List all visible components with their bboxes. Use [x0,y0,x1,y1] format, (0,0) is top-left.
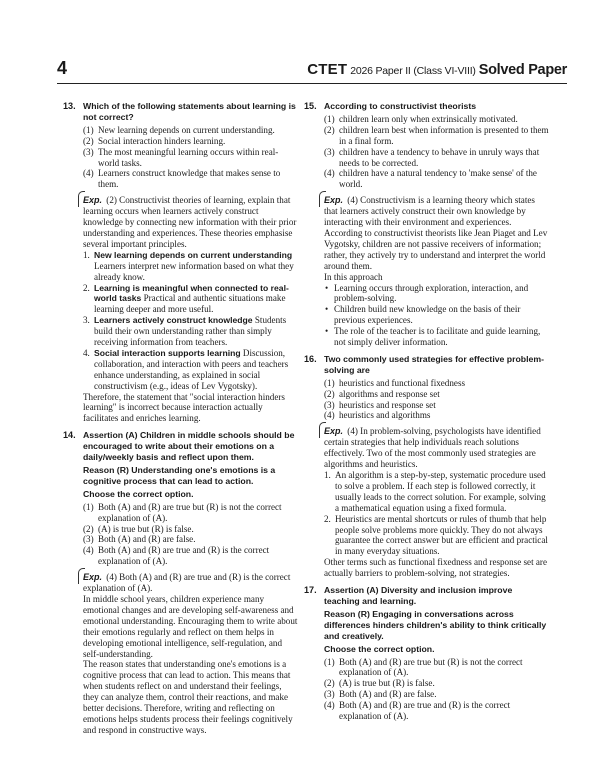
left-column [63,101,299,736]
list-item [324,514,549,558]
running-title-subtitle: 2026 Paper II (Class VI-VIII) [350,65,476,77]
item-text: Students build their own understanding rather than simply receiving information from teachers. [94,315,287,348]
options-list [324,114,549,190]
item-number: 4. [83,347,90,358]
option [324,678,549,689]
option [324,147,549,169]
option [324,657,549,679]
item-text: An algorithm is a step-by-step, systematic procedure used to solve a problem. If each step is followed correctly, it usually leads to the correct solution. For example, solving a mathematical equation using a fixed formula. [335,470,546,513]
option [83,125,299,136]
item-text: Discussion, collaboration, and interaction with peers and teachers enhance understanding, as explained in social constructivism (e.g., ideas of Lev Vygotsky). [94,347,289,391]
option-number: (4) [324,700,335,711]
item-heading: Learning is meaningful when connected to real-world tasks [94,282,289,304]
explanation-paragraph: In middle school years, children experience many emotional changes and are developing self-awareness and emotional understanding. Encouraging them to write about their emotions regularly and reflect on them helps in developing emotional intelligence, self-regulation, and self-understanding. [83,593,298,659]
option-number: (2) [83,523,94,534]
running-title [307,61,567,79]
option-number: (1) [324,656,335,667]
question-13 [63,101,299,190]
question-text: Which of the following statements about learning is not correct? [83,101,296,122]
option-text: Both (A) and (R) are true and (R) is the correct explanation of (A). [98,545,270,567]
item-heading: Learners actively construct knowledge [94,315,253,326]
option-number: (1) [324,377,335,388]
question-16 [304,354,549,421]
list-item [83,283,299,316]
item-text: Heuristics are mental shortcuts or rules of thumb that help people solve problems more quickly. They do not always guarantee the correct answer but are efficient and practical in many everyday situations. [335,513,548,557]
option-number: (4) [83,545,94,556]
option [324,389,549,400]
option-text: children have a tendency to behave in unruly ways that needs to be corrected. [339,146,540,168]
list-item [324,470,549,514]
option-number: (2) [83,135,94,146]
option-text: Both (A) and (R) are true and (R) is the correct explanation of (A). [339,700,511,722]
option-number: (1) [83,501,94,512]
option-number: (2) [324,678,335,689]
option [83,502,299,524]
question-14 [63,430,299,567]
explanation-intro: (4) Constructivism is a learning theory which states that learners actively construct their own knowledge by interacting with their environment and experiences. According to constructivist theorists like Jean Piaget and Lev Vygotsky, children are not passive receivers of information; rather, they actively try to understand and interpret the world around them. [324,195,548,271]
explanation-subheading: In this approach [324,271,383,282]
option-number: (1) [83,124,94,135]
explanation-label: Exp. [83,572,103,583]
option [83,136,299,147]
option-number: (3) [83,146,94,157]
option-number: (2) [324,388,335,399]
option-number: (2) [324,124,335,135]
option-number: (3) [83,534,94,545]
explanation-conclusion: Therefore, the statement that "social interaction hinders learning" is incorrect because interaction actually facilitates and enriches learning. [83,391,285,424]
explanation-paragraph [324,426,549,470]
option-number: (4) [83,168,94,179]
option [83,524,299,535]
options-list [83,502,299,567]
option [83,545,299,567]
choose-instruction: Choose the correct option. [324,643,435,654]
explanation-intro: (4) In problem-solving, psychologists have identified certain strategies that help individuals reach solutions effectively. Two of the most commonly used strategies are algorithms and heuristics. [324,426,541,470]
explanation-paragraph [83,195,299,250]
item-heading: Social interaction supports learning [94,347,241,358]
option [83,147,299,169]
list-item [83,348,299,392]
explanation-14 [63,572,299,736]
page-header [57,58,567,84]
running-title-tail: Solved Paper [478,62,567,78]
strategies-list [324,470,549,557]
item-number: 1. [83,249,90,260]
option-text: (A) is true but (R) is false. [98,523,194,534]
item-number: 1. [324,470,331,480]
item-text: Learners interpret new information based on what they already know. [94,260,294,282]
option [324,378,549,389]
option-text: Both (A) and (R) are true but (R) is not the correct explanation of (A). [98,501,282,523]
item-number: 3. [83,315,90,326]
option-number: (3) [324,399,335,410]
running-title-brand: CTET [307,61,348,78]
item-text: Practical and authentic situations make learning deeper and more useful. [94,293,286,315]
explanation-15 [304,195,549,348]
reason-text: Reason (R) Understanding one's emotions is a cognitive process that can lead to action. [83,465,276,486]
explanation-paragraph [83,572,299,594]
question-number: 16. [304,353,317,364]
option-text: Social interaction hinders learning. [98,135,226,146]
option-text: Both (A) and (R) are false. [98,534,196,545]
explanation-intro: (2) Constructivist theories of learning, explain that learning occurs when learners actively construct knowledge by connecting new information with their prior understanding and experiences. These theories emphasise several important principles. [83,195,297,249]
option-number: (3) [324,689,335,700]
question-number: 13. [63,101,76,111]
options-list [324,378,549,422]
question-text: Two commonly used strategies for effective problem-solving are [324,353,544,375]
option-text: The most meaningful learning occurs within real-world tasks. [98,146,279,168]
list-item [83,250,299,283]
right-column [304,101,549,722]
option [324,410,549,421]
explanation-paragraph [324,195,549,271]
question-15 [304,101,549,190]
bullet-item: • Learning occurs through exploration, interaction, and problem-solving. [324,283,549,305]
option-text: heuristics and functional fixedness [339,377,466,388]
bullet-list [324,283,549,348]
explanation-16 [304,426,549,579]
option [324,114,549,125]
explanation-paragraph: The reason states that understanding one's emotions is a cognitive process that can lead to action. This means that when students reflect on and understand their feelings, they can analyze them, control their reactions, and make better decisions. Therefore, writing and reflecting on emotions helps students process their feelings cognitively and respond in constructive ways. [83,659,293,735]
explanation-label: Exp. [324,426,344,437]
option-number: (3) [324,146,335,157]
explanation-label: Exp. [83,195,103,206]
option-text: children learn best when information is presented to them in a final form. [339,124,549,146]
option [83,534,299,545]
option-text: algorithms and response set [339,388,440,399]
bullet-item: • Children build new knowledge on the basis of their previous experiences. [324,304,549,326]
options-list [324,657,549,722]
option-text: children have a natural tendency to 'make sense' of the world. [339,168,537,190]
option-text: Both (A) and (R) are true but (R) is not the correct explanation of (A). [339,656,523,678]
option [324,689,549,700]
option-text: heuristics and algorithms [339,410,431,421]
option-text: New learning depends on current understanding. [98,124,275,135]
choose-instruction: Choose the correct option. [83,488,194,499]
option-number: (4) [324,410,335,421]
option-text: heuristics and response set [339,399,436,410]
explanation-label: Exp. [324,195,344,206]
explanation-13 [63,195,299,424]
option-text: Both (A) and (R) are false. [339,689,437,700]
assertion-text: Assertion (A) Children in middle schools should be encouraged to write about their emotions on a daily/weekly basis and reflect upon them. [83,430,295,463]
page-number: 4 [57,58,68,78]
question-number: 17. [304,585,317,596]
item-number: 2. [83,282,90,293]
bullet-item: • The role of the teacher is to facilitate and guide learning, not simply deliver information. [324,326,549,348]
option [324,125,549,147]
question-17 [304,585,549,722]
list-item [83,315,299,348]
explanation-conclusion: Other terms such as functional fixedness and response set are actually barriers to problem-solving, not strategies. [324,557,547,579]
option-text: children learn only when extrinsically motivated. [339,113,518,124]
option [83,168,299,190]
option [324,168,549,190]
question-text: According to constructivist theorists [324,101,477,111]
question-number: 15. [304,101,317,111]
reason-text: Reason (R) Engaging in conversations across differences hinders children's ability to think critically and creatively. [324,608,547,641]
item-heading: New learning depends on current understanding [94,249,293,260]
option [324,400,549,411]
item-number: 2. [324,513,331,524]
principles-list [83,250,299,392]
options-list [83,125,299,190]
option-text: Learners construct knowledge that makes sense to them. [98,168,281,190]
option-number: (4) [324,168,335,179]
question-number: 14. [63,430,76,441]
assertion-text: Assertion (A) Diversity and inclusion improve teaching and learning. [324,585,513,606]
option-text: (A) is true but (R) is false. [339,678,435,689]
option-number: (1) [324,113,335,124]
explanation-intro: (4) Both (A) and (R) are true and (R) is the correct explanation of (A). [83,572,291,594]
option [324,700,549,722]
